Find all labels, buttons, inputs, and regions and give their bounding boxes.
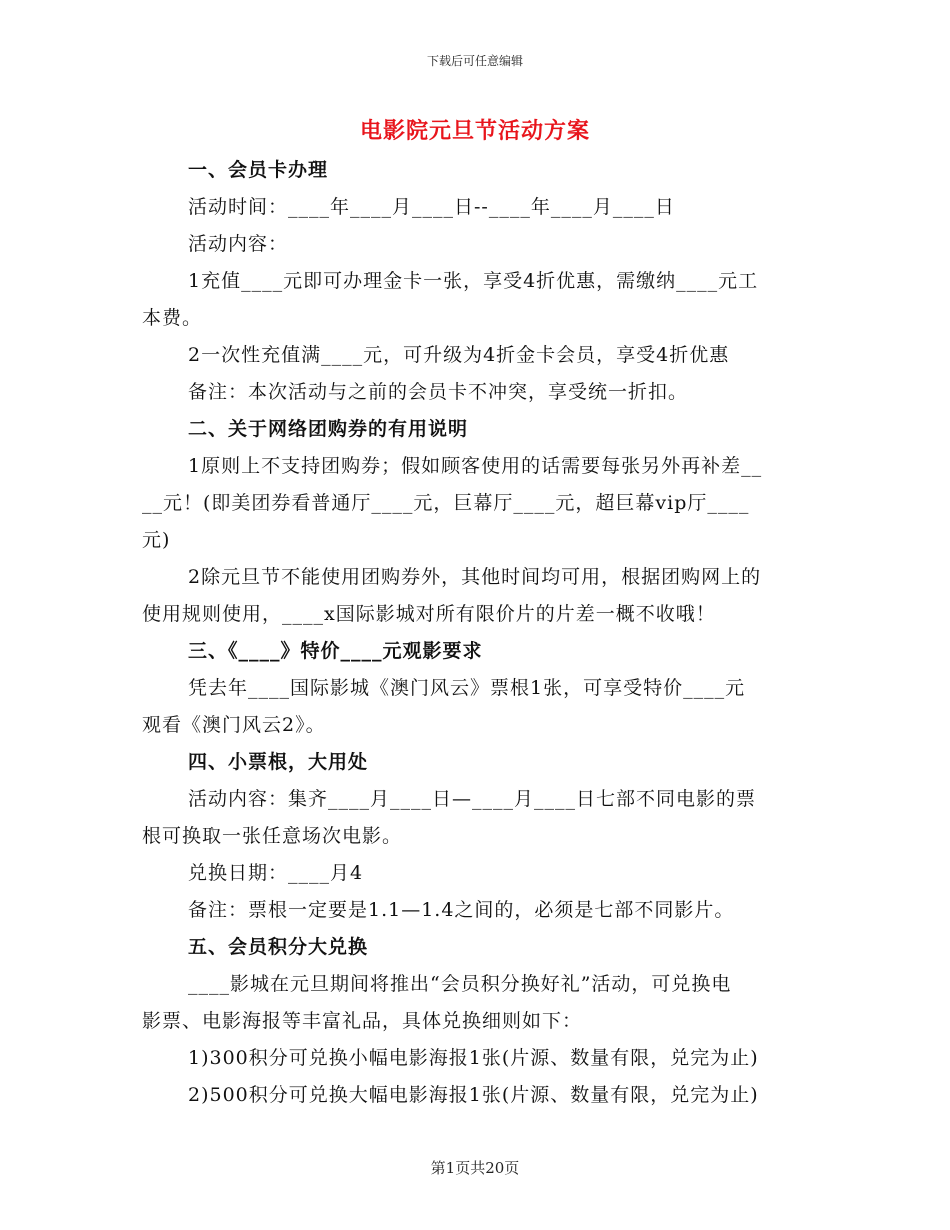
- body-line: 根可换取一张任意场次电影。: [142, 825, 403, 847]
- page-footer: 第1页共20页: [430, 1159, 520, 1177]
- body-line: 影票、电影海报等丰富礼品，具体兑换细则如下：: [142, 1010, 583, 1032]
- page-header-note: 下载后可任意编辑: [426, 54, 523, 68]
- section-heading: 四、小票根，大用处: [188, 751, 369, 773]
- section-heading: 三、《____》特价____元观影要求: [188, 640, 483, 662]
- body-line: 活动时间：____年____月____日--____年____月____日: [188, 196, 675, 218]
- section-heading: 二、关于网络团购券的有用说明: [188, 418, 469, 440]
- body-line: 使用规则使用，____x国际影城对所有限价片的片差一概不收哦！: [142, 603, 716, 625]
- body-line: 1原则上不支持团购券；假如顾客使用的话需要每张另外再补差__: [188, 455, 763, 477]
- body-line: 2)500积分可兑换大幅电影海报1张(片源、数量有限，兑完为止): [188, 1084, 759, 1106]
- body-line: 1充值____元即可办理金卡一张，享受4折优惠，需缴纳____元工: [188, 270, 759, 292]
- section-heading: 一、会员卡办理: [188, 159, 329, 181]
- body-line: 备注：票根一定要是1.1—1.4之间的，必须是七部不同影片。: [188, 899, 735, 921]
- body-line: 2除元旦节不能使用团购券外，其他时间均可用，根据团购网上的: [188, 566, 762, 588]
- body-line: 备注：本次活动与之前的会员卡不冲突，享受统一折扣。: [188, 381, 689, 403]
- body-line: 凭去年____国际影城《澳门风云》票根1张，可享受特价____元: [188, 677, 746, 699]
- section-heading: 五、会员积分大兑换: [188, 936, 369, 958]
- document-body: [142, 152, 814, 1114]
- document-title: 电影院元旦节活动方案: [359, 118, 590, 144]
- body-line: __元！(即美团券看普通厅____元，巨幕厅____元，超巨幕vip厅____: [142, 492, 750, 514]
- body-line: 元): [142, 529, 171, 551]
- body-line: 活动内容：: [188, 233, 289, 255]
- body-line: 1)300积分可兑换小幅电影海报1张(片源、数量有限，兑完为止): [188, 1047, 759, 1069]
- body-line: 2一次性充值满____元，可升级为4折金卡会员，享受4折优惠: [188, 344, 730, 366]
- body-line: 观看《澳门风云2》。: [142, 714, 326, 736]
- body-line: 本费。: [142, 307, 203, 329]
- body-line: 活动内容：集齐____月____日—____月____日七部不同电影的票: [188, 788, 757, 810]
- body-line: ____影城在元旦期间将推出“会员积分换好礼”活动，可兑换电: [188, 973, 732, 995]
- body-line: 兑换日期：____月4: [188, 862, 364, 884]
